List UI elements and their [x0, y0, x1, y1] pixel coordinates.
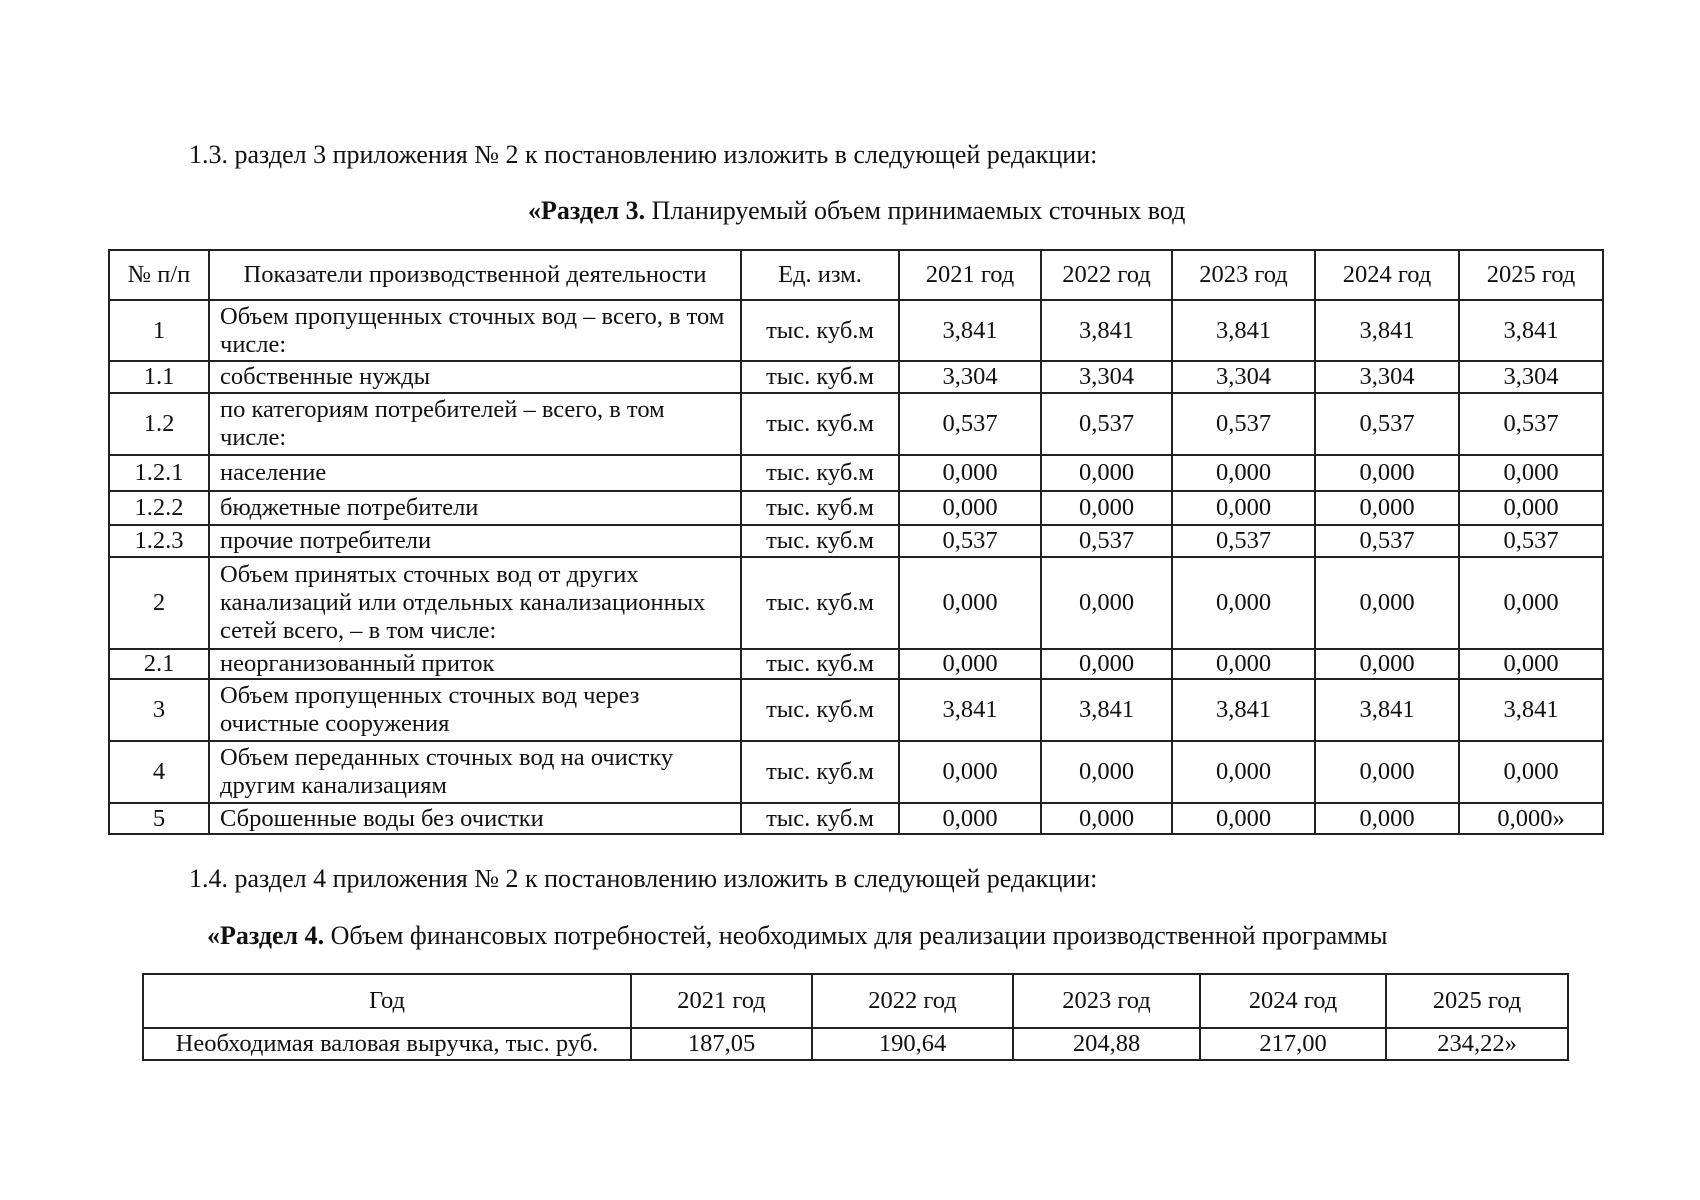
table-header-row: [143, 974, 1568, 1028]
row-num: 1.2.1: [109, 455, 209, 491]
row-num: 1.1: [109, 361, 209, 393]
row-indicator: Объем переданных сточных вод на очистку другим канализациям: [209, 741, 741, 803]
table-header-row: [109, 250, 1603, 300]
value-2021: 0,000: [899, 491, 1041, 525]
table-row: [109, 393, 1603, 455]
paragraph-1-3: 1.3. раздел 3 приложения № 2 к постановлению изложить в следующей редакции:: [189, 140, 1098, 169]
table-row: [109, 679, 1603, 741]
value-2022: 0,000: [1041, 741, 1172, 803]
row-num: 1.2.3: [109, 525, 209, 557]
row-unit: тыс. куб.м: [741, 679, 899, 741]
row-indicator: по категориям потребителей – всего, в том числе:: [209, 393, 741, 455]
section-4-title-bold: «Раздел 4.: [207, 921, 325, 950]
header-num: № п/п: [109, 250, 209, 300]
row-unit: тыс. куб.м: [741, 361, 899, 393]
value-2025: 0,000: [1459, 741, 1603, 803]
value-2023: 3,841: [1172, 300, 1315, 361]
value-2021: 0,537: [899, 393, 1041, 455]
value-2021: 0,537: [899, 525, 1041, 557]
value-2024: 0,000: [1315, 455, 1459, 491]
row-num: 2: [109, 557, 209, 649]
value-2025: 0,000: [1459, 491, 1603, 525]
row-num: 1.2: [109, 393, 209, 455]
value-2025: 234,22»: [1386, 1028, 1568, 1060]
value-2022: 0,000: [1041, 455, 1172, 491]
row-unit: тыс. куб.м: [741, 300, 899, 361]
header-2024: 2024 год: [1200, 974, 1386, 1028]
value-2024: 0,000: [1315, 557, 1459, 649]
row-unit: тыс. куб.м: [741, 393, 899, 455]
row-indicator: Сброшенные воды без очистки: [209, 803, 741, 834]
value-2022: 190,64: [812, 1028, 1013, 1060]
header-2022: 2022 год: [812, 974, 1013, 1028]
section-3-title-bold: «Раздел 3.: [528, 196, 646, 225]
value-2025: 3,304: [1459, 361, 1603, 393]
header-2022: 2022 год: [1041, 250, 1172, 300]
value-2021: 187,05: [631, 1028, 812, 1060]
value-2023: 0,000: [1172, 557, 1315, 649]
value-2022: 0,000: [1041, 491, 1172, 525]
value-2021: 3,304: [899, 361, 1041, 393]
table-row: [109, 557, 1603, 649]
row-indicator: собственные нужды: [209, 361, 741, 393]
section-3-title: [528, 196, 1185, 226]
table-row: [109, 491, 1603, 525]
value-2025: 0,537: [1459, 525, 1603, 557]
value-2025: 0,000: [1459, 557, 1603, 649]
value-2022: 0,000: [1041, 649, 1172, 679]
paragraph-1-4: 1.4. раздел 4 приложения № 2 к постановлению изложить в следующей редакции:: [189, 864, 1098, 893]
value-2023: 0,000: [1172, 649, 1315, 679]
value-2025: 0,537: [1459, 393, 1603, 455]
value-2023: 0,000: [1172, 455, 1315, 491]
table-row: [109, 361, 1603, 393]
row-unit: тыс. куб.м: [741, 455, 899, 491]
value-2023: 0,000: [1172, 491, 1315, 525]
value-2025: 3,841: [1459, 679, 1603, 741]
value-2024: 0,537: [1315, 525, 1459, 557]
value-2024: 0,000: [1315, 741, 1459, 803]
value-2024: 3,841: [1315, 300, 1459, 361]
value-2021: 3,841: [899, 300, 1041, 361]
value-2021: 0,000: [899, 455, 1041, 491]
header-unit: Ед. изм.: [741, 250, 899, 300]
value-2023: 204,88: [1013, 1028, 1200, 1060]
value-2022: 3,841: [1041, 679, 1172, 741]
value-2021: 0,000: [899, 557, 1041, 649]
table-row: [109, 300, 1603, 361]
header-2025: 2025 год: [1459, 250, 1603, 300]
value-2022: 0,000: [1041, 803, 1172, 834]
header-2024: 2024 год: [1315, 250, 1459, 300]
row-indicator: Объем пропущенных сточных вод – всего, в том числе:: [209, 300, 741, 361]
section-4-title-text: Объем финансовых потребностей, необходимых для реализации производственной программы: [324, 921, 1388, 950]
header-indicator: Показатели производственной деятельности: [209, 250, 741, 300]
value-2025: 0,000: [1459, 649, 1603, 679]
section-3-table: [108, 249, 1604, 835]
table-row: [143, 1028, 1568, 1060]
value-2023: 3,841: [1172, 679, 1315, 741]
table-row: [109, 525, 1603, 557]
value-2024: 0,000: [1315, 649, 1459, 679]
row-num: 1.2.2: [109, 491, 209, 525]
row-indicator: Объем принятых сточных вод от других канализаций или отдельных канализационных сетей всего, – в том числе:: [209, 557, 741, 649]
row-num: 5: [109, 803, 209, 834]
row-num: 2.1: [109, 649, 209, 679]
value-2021: 0,000: [899, 649, 1041, 679]
value-2021: 3,841: [899, 679, 1041, 741]
table-row: [109, 741, 1603, 803]
row-unit: тыс. куб.м: [741, 491, 899, 525]
header-2025: 2025 год: [1386, 974, 1568, 1028]
value-2024: 0,000: [1315, 803, 1459, 834]
value-2023: 0,537: [1172, 525, 1315, 557]
row-num: 3: [109, 679, 209, 741]
section-4-table: [142, 973, 1569, 1061]
value-2024: 0,537: [1315, 393, 1459, 455]
row-unit: тыс. куб.м: [741, 557, 899, 649]
header-2023: 2023 год: [1013, 974, 1200, 1028]
row-indicator: бюджетные потребители: [209, 491, 741, 525]
value-2023: 0,537: [1172, 393, 1315, 455]
value-2022: 3,304: [1041, 361, 1172, 393]
row-indicator: неорганизованный приток: [209, 649, 741, 679]
section-3-title-text: Планируемый объем принимаемых сточных вод: [645, 196, 1186, 225]
value-2021: 0,000: [899, 741, 1041, 803]
row-unit: тыс. куб.м: [741, 649, 899, 679]
section-4-title: [207, 921, 1388, 951]
value-2023: 0,000: [1172, 803, 1315, 834]
value-2025: 3,841: [1459, 300, 1603, 361]
row-unit: тыс. куб.м: [741, 803, 899, 834]
value-2023: 0,000: [1172, 741, 1315, 803]
value-2021: 0,000: [899, 803, 1041, 834]
row-num: 4: [109, 741, 209, 803]
value-2022: 0,537: [1041, 525, 1172, 557]
value-2022: 3,841: [1041, 300, 1172, 361]
table-row: [109, 803, 1603, 834]
row-indicator: население: [209, 455, 741, 491]
value-2022: 0,537: [1041, 393, 1172, 455]
row-indicator: Объем пропущенных сточных вод через очистные сооружения: [209, 679, 741, 741]
row-indicator: прочие потребители: [209, 525, 741, 557]
value-2025: 0,000»: [1459, 803, 1603, 834]
value-2024: 3,841: [1315, 679, 1459, 741]
row-label: Необходимая валовая выручка, тыс. руб.: [143, 1028, 631, 1060]
value-2024: 3,304: [1315, 361, 1459, 393]
value-2022: 0,000: [1041, 557, 1172, 649]
header-2021: 2021 год: [899, 250, 1041, 300]
row-unit: тыс. куб.м: [741, 741, 899, 803]
value-2024: 217,00: [1200, 1028, 1386, 1060]
header-2021: 2021 год: [631, 974, 812, 1028]
header-year: Год: [143, 974, 631, 1028]
value-2025: 0,000: [1459, 455, 1603, 491]
value-2024: 0,000: [1315, 491, 1459, 525]
value-2023: 3,304: [1172, 361, 1315, 393]
row-num: 1: [109, 300, 209, 361]
header-2023: 2023 год: [1172, 250, 1315, 300]
table-row: [109, 649, 1603, 679]
table-row: [109, 455, 1603, 491]
row-unit: тыс. куб.м: [741, 525, 899, 557]
